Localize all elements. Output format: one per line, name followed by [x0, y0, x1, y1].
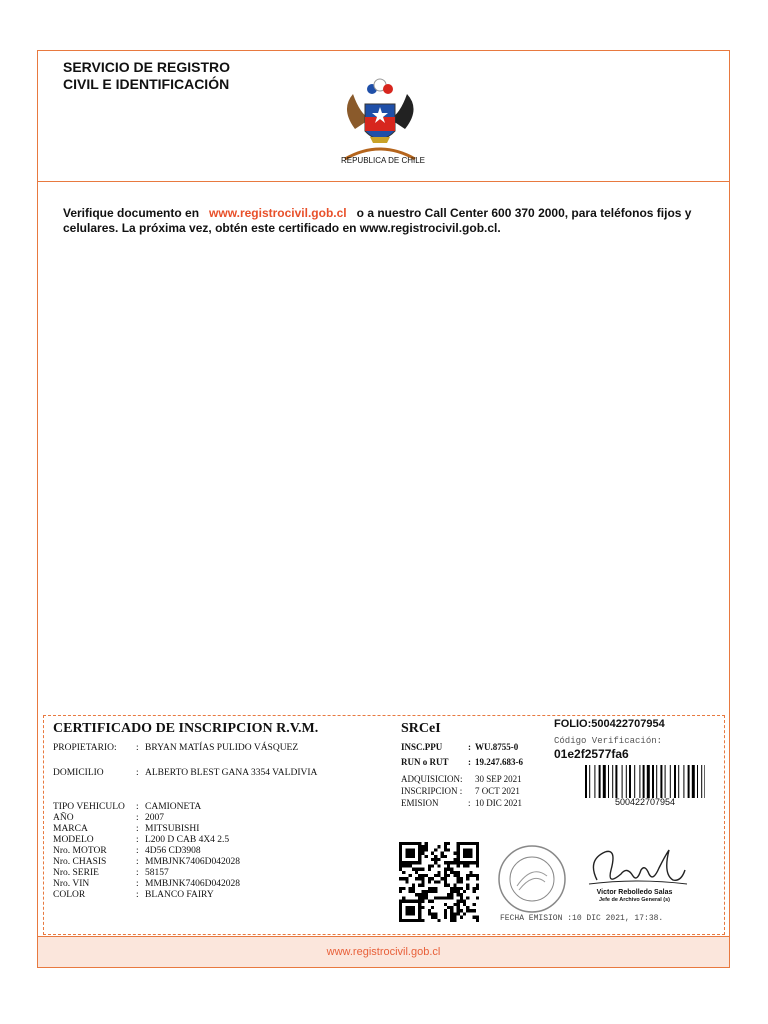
verification-code-label: Código Verificación: — [554, 736, 663, 746]
field-sep: : — [136, 890, 139, 900]
signature-icon — [577, 840, 692, 895]
field-value: BLANCO FAIRY — [145, 890, 214, 900]
field-value: MMBJNK7406D042028 — [145, 879, 241, 889]
field-value: CAMIONETA — [145, 802, 202, 812]
field-label: TIPO VEHICULO — [53, 802, 125, 812]
field-label: ADQUISICION: — [401, 774, 463, 784]
field-label: Nro. CHASIS — [53, 857, 107, 867]
qr-code-icon[interactable] — [399, 842, 479, 922]
field-value: 4D56 CD3908 — [145, 846, 201, 856]
field-value: 30 SEP 2021 — [475, 774, 522, 784]
field-sep: : — [136, 743, 139, 753]
field-value: 19.247.683-6 — [475, 757, 523, 767]
footer-bar — [38, 936, 729, 967]
field-value: MITSUBISHI — [145, 824, 200, 834]
field-label: Nro. SERIE — [53, 868, 99, 878]
signer-name: Victor Rebolledo Salas — [596, 889, 673, 896]
official-seal-icon — [497, 844, 567, 914]
field-label: RUN o RUT — [401, 757, 449, 767]
crest-caption: REPUBLICA DE CHILE — [340, 156, 426, 165]
field-sep: : — [136, 835, 139, 845]
field-sep: : — [136, 868, 139, 878]
barcode-icon — [585, 765, 705, 798]
srcei-label: SRCeI — [401, 721, 441, 736]
field-label: INSCRIPCION : — [401, 786, 463, 796]
field-sep: : — [468, 742, 471, 752]
field-label: MARCA — [53, 824, 88, 834]
folio-number: FOLIO:500422707954 — [554, 718, 665, 730]
field-sep: : — [136, 824, 139, 834]
field-sep: : — [468, 757, 471, 767]
field-value: ALBERTO BLEST GANA 3354 VALDIVIA — [145, 768, 318, 778]
field-sep: : — [136, 857, 139, 867]
field-value: L200 D CAB 4X4 2.5 — [145, 835, 230, 845]
verification-code: 01e2f2577fa6 — [554, 747, 629, 761]
barcode-number: 500422707954 — [614, 797, 676, 807]
field-sep: : — [468, 798, 471, 808]
agency-name: SERVICIO DE REGISTRO CIVIL E IDENTIFICACIÓN — [63, 59, 230, 92]
field-value: MMBJNK7406D042028 — [145, 857, 241, 867]
field-label: MODELO — [53, 835, 94, 845]
field-label: PROPIETARIO: — [53, 743, 117, 753]
field-sep: : — [136, 802, 139, 812]
field-value: BRYAN MATÍAS PULIDO VÁSQUEZ — [145, 743, 299, 753]
field-value: 2007 — [145, 813, 164, 823]
verification-notice — [63, 206, 723, 236]
field-label: COLOR — [53, 890, 86, 900]
field-sep: : — [136, 813, 139, 823]
chile-coat-of-arms-icon — [325, 69, 435, 165]
field-sep: : — [136, 879, 139, 889]
footer-link[interactable]: www.registrocivil.gob.cl — [326, 946, 441, 958]
field-value: 7 OCT 2021 — [475, 786, 520, 796]
signer-role: Jefe de Archivo General (s) — [598, 897, 671, 903]
verify-prefix: Verifique documento en — [63, 206, 200, 220]
certificate-title: CERTIFICADO DE INSCRIPCION R.V.M. — [53, 721, 319, 736]
certificate-frame — [37, 50, 730, 968]
field-label: INSC.PPU — [401, 742, 443, 752]
header-divider — [38, 181, 729, 182]
field-label: Nro. VIN — [53, 879, 90, 889]
field-sep: : — [136, 768, 139, 778]
field-label: EMISION — [401, 798, 439, 808]
issue-datetime: FECHA EMISION :10 DIC 2021, 17:38. — [500, 914, 664, 923]
verify-link[interactable]: www.registrocivil.gob.cl — [209, 206, 347, 220]
field-sep: : — [136, 846, 139, 856]
field-label: Nro. MOTOR — [53, 846, 107, 856]
verify-rest: o a nuestro Call Center 600 370 2000, para teléfonos fijos y celulares. La próxima vez, obtén este certificado en www.registrocivil.gob.cl. — [63, 206, 692, 235]
field-value: WU.8755-0 — [475, 742, 519, 752]
field-value: 58157 — [145, 868, 169, 878]
field-label: DOMICILIO — [53, 768, 104, 778]
field-value: 10 DIC 2021 — [475, 798, 522, 808]
field-label: AÑO — [53, 813, 74, 823]
certificate-box — [43, 715, 725, 935]
